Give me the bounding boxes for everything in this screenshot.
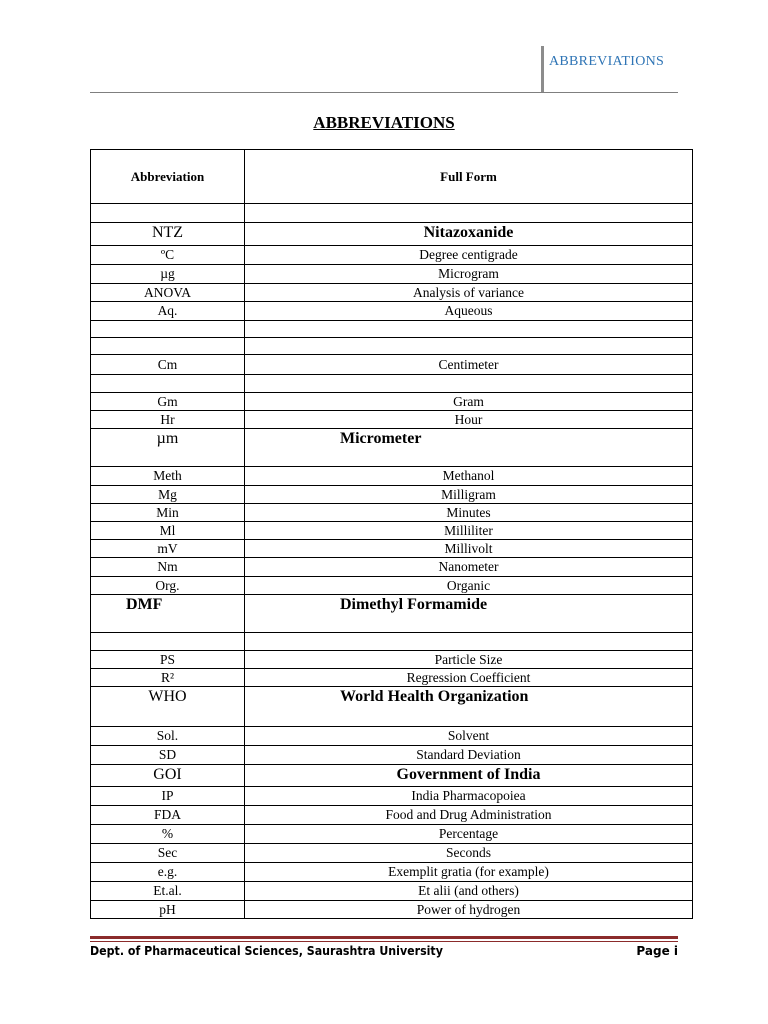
abbreviation-cell: mV — [91, 540, 245, 558]
table-row — [91, 863, 693, 882]
abbreviation-cell: Nm — [91, 558, 245, 577]
full-form-cell: Centimeter — [245, 355, 693, 375]
abbreviation-cell: Org. — [91, 577, 245, 595]
column-header-abbreviation: Abbreviation — [91, 150, 245, 204]
table-row — [91, 825, 693, 844]
full-form-cell: Dimethyl Formamide — [245, 595, 693, 633]
abbreviation-cell: FDA — [91, 806, 245, 825]
full-form-cell — [245, 321, 693, 338]
table-row — [91, 882, 693, 901]
abbreviation-cell: Mg — [91, 486, 245, 504]
full-form-cell: Milliliter — [245, 522, 693, 540]
footer-rule-thin — [90, 941, 678, 942]
abbreviation-cell: Sol. — [91, 727, 245, 746]
table-row — [91, 284, 693, 302]
full-form-cell: Standard Deviation — [245, 746, 693, 765]
abbreviation-cell — [91, 321, 245, 338]
table-row — [91, 669, 693, 687]
table-row — [91, 577, 693, 595]
full-form-cell: Gram — [245, 393, 693, 411]
full-form-cell: Particle Size — [245, 651, 693, 669]
table-row — [91, 355, 693, 375]
table-row — [91, 901, 693, 919]
abbreviation-cell: Gm — [91, 393, 245, 411]
table-row — [91, 204, 693, 223]
full-form-cell: Methanol — [245, 467, 693, 486]
abbreviation-cell: Et.al. — [91, 882, 245, 901]
full-form-cell: Microgram — [245, 265, 693, 284]
abbreviation-cell: µg — [91, 265, 245, 284]
table-row — [91, 486, 693, 504]
footer-page-number: Page i — [636, 944, 678, 958]
table-row — [91, 633, 693, 651]
abbreviation-cell: ºC — [91, 246, 245, 265]
full-form-cell — [245, 338, 693, 355]
table-row — [91, 429, 693, 467]
abbreviation-cell — [91, 204, 245, 223]
full-form-cell: Nanometer — [245, 558, 693, 577]
abbreviation-cell: Sec — [91, 844, 245, 863]
full-form-cell: Aqueous — [245, 302, 693, 321]
table-row — [91, 765, 693, 787]
table-row — [91, 467, 693, 486]
full-form-cell: Nitazoxanide — [245, 223, 693, 246]
table-row — [91, 687, 693, 727]
table-row — [91, 393, 693, 411]
table-row — [91, 223, 693, 246]
full-form-cell: Government of India — [245, 765, 693, 787]
abbreviation-cell: µm — [91, 429, 245, 467]
abbreviation-cell: Aq. — [91, 302, 245, 321]
full-form-cell: Degree centigrade — [245, 246, 693, 265]
full-form-cell: Seconds — [245, 844, 693, 863]
full-form-cell: Et alii (and others) — [245, 882, 693, 901]
full-form-cell: Food and Drug Administration — [245, 806, 693, 825]
table-row — [91, 522, 693, 540]
full-form-cell: Exemplit gratia (for example) — [245, 863, 693, 882]
abbreviation-cell: e.g. — [91, 863, 245, 882]
abbreviation-cell: % — [91, 825, 245, 844]
abbreviation-cell — [91, 338, 245, 355]
full-form-cell: Micrometer — [245, 429, 693, 467]
abbreviation-cell: Min — [91, 504, 245, 522]
abbreviation-cell — [91, 375, 245, 393]
abbreviation-cell: pH — [91, 901, 245, 919]
abbreviation-cell: DMF — [91, 595, 245, 633]
table-row — [91, 727, 693, 746]
table-row — [91, 338, 693, 355]
table-row — [91, 375, 693, 393]
abbreviations-table — [90, 149, 693, 919]
full-form-cell: Minutes — [245, 504, 693, 522]
table-row — [91, 504, 693, 522]
abbreviation-cell: GOI — [91, 765, 245, 787]
full-form-cell: Solvent — [245, 727, 693, 746]
table-row — [91, 746, 693, 765]
table-row — [91, 321, 693, 338]
footer-department: Dept. of Pharmaceutical Sciences, Saurashtra University — [90, 944, 443, 958]
abbreviation-cell: Ml — [91, 522, 245, 540]
table-row — [91, 540, 693, 558]
table-row — [91, 302, 693, 321]
column-header-full-form: Full Form — [245, 150, 693, 204]
header-section-label: ABBREVIATIONS — [541, 46, 671, 92]
abbreviation-cell: SD — [91, 746, 245, 765]
abbreviation-cell: Cm — [91, 355, 245, 375]
header-rule — [90, 92, 678, 93]
abbreviation-cell: R² — [91, 669, 245, 687]
full-form-cell: India Pharmacopoiea — [245, 787, 693, 806]
table-row — [91, 411, 693, 429]
full-form-cell: Analysis of variance — [245, 284, 693, 302]
abbreviation-cell: Meth — [91, 467, 245, 486]
abbreviation-cell: IP — [91, 787, 245, 806]
table-row — [91, 787, 693, 806]
table-header-row — [91, 150, 693, 204]
full-form-cell: Milligram — [245, 486, 693, 504]
abbreviation-cell: Hr — [91, 411, 245, 429]
full-form-cell — [245, 633, 693, 651]
table-row — [91, 651, 693, 669]
full-form-cell: Organic — [245, 577, 693, 595]
table-row — [91, 265, 693, 284]
full-form-cell: Power of hydrogen — [245, 901, 693, 919]
table-row — [91, 246, 693, 265]
full-form-cell: Hour — [245, 411, 693, 429]
abbreviation-cell — [91, 633, 245, 651]
full-form-cell: Percentage — [245, 825, 693, 844]
page-title: ABBREVIATIONS — [313, 113, 455, 132]
full-form-cell: Regression Coefficient — [245, 669, 693, 687]
table-row — [91, 844, 693, 863]
footer-rule-thick — [90, 936, 678, 939]
full-form-cell: World Health Organization — [245, 687, 693, 727]
table-row — [91, 595, 693, 633]
full-form-cell — [245, 204, 693, 223]
abbreviation-cell: PS — [91, 651, 245, 669]
table-row — [91, 806, 693, 825]
abbreviation-cell: NTZ — [91, 223, 245, 246]
full-form-cell: Millivolt — [245, 540, 693, 558]
abbreviation-cell: ANOVA — [91, 284, 245, 302]
table-row — [91, 558, 693, 577]
full-form-cell — [245, 375, 693, 393]
abbreviation-cell: WHO — [91, 687, 245, 727]
